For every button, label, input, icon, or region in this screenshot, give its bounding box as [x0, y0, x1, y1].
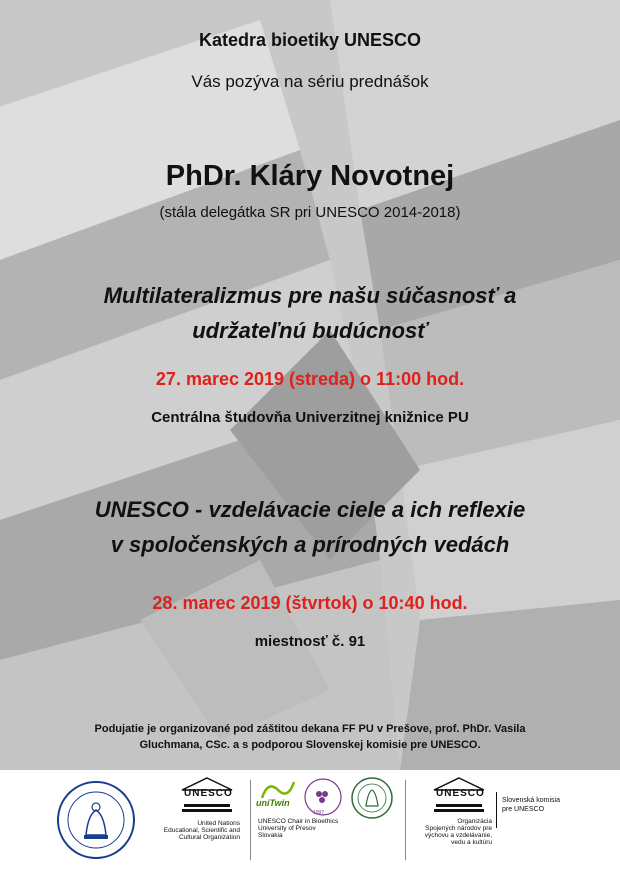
- unesco2-caption-line: výchovu a vzdelávanie,: [424, 832, 492, 839]
- divider: [496, 792, 497, 828]
- commission-line: Slovenská komisia: [502, 797, 560, 804]
- unitwin-caption-line: University of Presov: [258, 825, 316, 832]
- unesco1-word: UNESCO: [184, 788, 233, 799]
- unesco2-caption-line: Organizácia: [457, 818, 492, 825]
- unesco2-caption-line: vedu a kultúru: [451, 839, 492, 846]
- lecture2-datetime: 28. marec 2019 (štvrtok) o 10:40 hod.: [152, 593, 468, 613]
- unesco1-caption-line: Educational, Scientific and: [163, 827, 240, 834]
- lecture1-place: Centrálna študovňa Univerzitnej knižnice PU: [151, 409, 469, 426]
- invite-line: Vás pozýva na sériu prednášok: [191, 72, 429, 91]
- logo-strip: [0, 770, 620, 877]
- unesco2-word: UNESCO: [436, 788, 485, 799]
- commission-name: [502, 796, 592, 814]
- lecture2-title-line1: UNESCO - vzdelávacie ciele a ich reflexie: [94, 497, 526, 522]
- divider: [250, 780, 251, 860]
- unitwin-caption: [258, 818, 368, 839]
- patronage-line2: Gluchmana, CSc. a s podporou Slovenskej komisie pre UNESCO.: [139, 739, 481, 751]
- commission-line: pre UNESCO: [502, 806, 545, 813]
- lecture1-title-line2: udržateľnú budúcnosť: [192, 318, 428, 343]
- faculty-seal-icon: [350, 776, 394, 820]
- unesco1-caption: [160, 820, 240, 841]
- organizer-line: Katedra bioetiky UNESCO: [198, 30, 422, 50]
- unitwin-caption-line: Slovakia: [258, 832, 283, 839]
- unitwin-caption-line: UNESCO Chair in Bioethics: [258, 818, 339, 825]
- lecture1-datetime: 27. marec 2019 (streda) o 11:00 hod.: [155, 369, 465, 389]
- university-seal-icon: [56, 780, 136, 860]
- speaker-name: PhDr. Kláry Novotnej: [165, 160, 455, 192]
- unesco1-caption-line: United Nations: [197, 820, 240, 827]
- unesco2-caption: [410, 818, 492, 846]
- lecture2-title-line2: v spoločenských a prírodných vedách: [110, 532, 510, 557]
- unesco1-caption-line: Cultural Organization: [178, 834, 240, 841]
- lecture1-title-line1: Multilateralizmus pre našu súčasnosť a: [103, 283, 517, 308]
- divider: [405, 780, 406, 860]
- patronage-line1: Podujatie je organizované pod záštitou dekana FF PU v Prešove, prof. PhDr. Vasila: [94, 723, 526, 735]
- unitwin-word: uniTwin: [256, 798, 290, 808]
- lecture2-place: miestnosť č. 91: [254, 633, 366, 650]
- unesco2-caption-line: Spojených národov pre: [425, 825, 492, 832]
- speaker-role: (stála delegátka SR pri UNESCO 2014-2018): [159, 204, 461, 221]
- seal-year: 1997: [313, 810, 325, 816]
